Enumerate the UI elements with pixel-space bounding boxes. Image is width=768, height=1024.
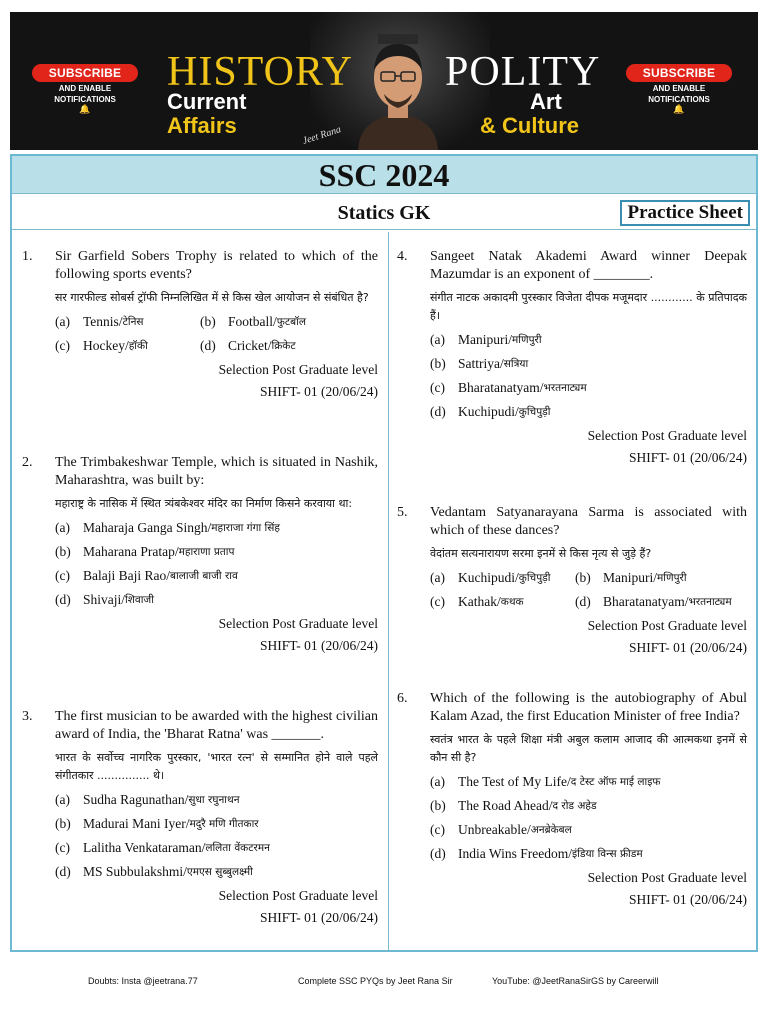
source-level: Selection Post Graduate level	[587, 870, 747, 885]
question-text-en: Sangeet Natak Akademi Award winner Deepak Mazumdar is an exponent of ________.	[430, 249, 747, 282]
source-level: Selection Post Graduate level	[218, 888, 378, 903]
column-divider	[388, 232, 389, 950]
footer-center: Complete SSC PYQs by Jeet Rana Sir	[298, 976, 453, 986]
presenter-portrait	[348, 34, 448, 150]
question-number: 2.	[22, 455, 33, 470]
header-banner	[10, 12, 758, 150]
banner-history: HISTORY	[167, 49, 353, 95]
question-text-hi: सर गारफील्ड सोबर्स ट्रॉफी निम्नलिखित में से किस खेल आयोजन से संबंधित है?	[55, 291, 369, 304]
option-c: (c) Bharatanatyam/ भरतनाट्यम	[430, 380, 587, 395]
source-shift: SHIFT- 01 (20/06/24)	[259, 384, 378, 399]
source-shift: SHIFT- 01 (20/06/24)	[628, 892, 747, 907]
source-shift: SHIFT- 01 (20/06/24)	[259, 910, 378, 925]
notify-text-left-2: NOTIFICATIONS	[54, 95, 116, 104]
question-number: 6.	[397, 691, 408, 706]
question-number: 1.	[22, 249, 33, 264]
option-b: (b) Sattriya/ सत्रिया	[430, 356, 529, 371]
subscribe-button-right[interactable]: SUBSCRIBE	[626, 64, 732, 82]
question-text-hi: वेदांतम सत्यनारायण सरमा इनमें से किस नृत्य से जुड़े हैं?	[430, 547, 652, 560]
option-a: (a) The Test of My Life/ द टेस्ट ऑफ माई लाइफ	[430, 774, 661, 789]
notify-text-right-1: AND ENABLE	[652, 84, 706, 93]
question-number: 5.	[397, 505, 408, 520]
subject-title: Statics GK	[337, 202, 431, 224]
source-level: Selection Post Graduate level	[218, 616, 378, 631]
option-d: (d) Shivaji/ शिवाजी	[55, 592, 154, 607]
subscribe-button-left[interactable]: SUBSCRIBE	[32, 64, 138, 82]
option-row: (a) Kuchipudi/ कुचिपुड़ी (b) Manipuri/ मणिपुरी	[430, 570, 687, 585]
option-b: (b) Madurai Mani Iyer/ मदुरै मणि गीतकार	[55, 816, 259, 831]
source-shift: SHIFT- 01 (20/06/24)	[628, 450, 747, 465]
question-text-en: Which of the following is the autobiography of Abul Kalam Azad, the first Education Minister of free India?	[430, 691, 747, 724]
footer-youtube: YouTube: @JeetRanaSirGS by Careerwill	[492, 976, 659, 986]
option-d: (d) MS Subbulakshmi/ एमएस सुब्बुलक्ष्मी	[55, 864, 253, 879]
question-text-hi: भारत के सर्वोच्च नागरिक पुरस्कार, 'भारत रत्न' से सम्मानित होने वाले पहले संगीतकार ............... थे।	[55, 751, 378, 782]
option-a: (a) Maharaja Ganga Singh/ महाराजा गंगा सिंह	[55, 520, 280, 535]
source-shift: SHIFT- 01 (20/06/24)	[628, 640, 747, 655]
option-d: (d) Kuchipudi/ कुचिपुड़ी	[430, 404, 551, 419]
option-b: (b) Maharana Pratap/ महाराणा प्रताप	[55, 544, 235, 559]
option-row: (a) Tennis/ टेनिस (b) Football/ फुटबॉल	[55, 314, 306, 329]
question-text-hi: स्वतंत्र भारत के पहले शिक्षा मंत्री अबुल कलाम आजाद की आत्मकथा इनमें से कौन सी है?	[430, 733, 747, 764]
title-bar	[12, 156, 756, 194]
option-c: (c) Balaji Baji Rao/ बालाजी बाजी राव	[55, 568, 238, 583]
question-number: 3.	[22, 709, 33, 724]
footer-doubts: Doubts: Insta @jeetrana.77	[88, 976, 198, 986]
option-row: (c) Hockey/ हॉकी (d) Cricket/ क्रिकेट	[55, 338, 296, 353]
practice-sheet-badge: Practice Sheet	[620, 200, 750, 226]
bell-icon: 🔔	[79, 104, 91, 114]
question-text-hi: महाराष्ट्र के नासिक में स्थित त्र्यंबकेश्वर मंदिर का निर्माण किसने करवाया था:	[55, 497, 353, 510]
source-shift: SHIFT- 01 (20/06/24)	[259, 638, 378, 653]
banner-polity: POLITY	[445, 49, 601, 95]
banner-signature: Jeet Rana	[301, 124, 343, 147]
question-text-en: The Trimbakeshwar Temple, which is situated in Nashik, Maharashtra, was built by:	[55, 455, 378, 488]
banner-art: Art	[530, 89, 562, 114]
page-title: SSC 2024	[318, 157, 450, 193]
option-a: (a) Sudha Ragunathan/ सुधा रघुनाथन	[55, 792, 240, 807]
option-d: (d) India Wins Freedom/ इंडिया विन्स फ्रीडम	[430, 846, 643, 861]
bell-icon: 🔔	[673, 104, 685, 114]
notify-text-right-2: NOTIFICATIONS	[648, 95, 710, 104]
question-text-hi: संगीत नाटक अकादमी पुरस्कार विजेता दीपक मजूमदार ............ के प्रतिपादक हैं।	[430, 291, 747, 322]
option-b: (b) The Road Ahead/ द रोड अहेड	[430, 798, 597, 813]
option-a: (a) Manipuri/ मणिपुरी	[430, 332, 542, 347]
banner-affairs: Affairs	[167, 113, 237, 138]
subject-bar	[12, 196, 756, 230]
practice-sheet	[10, 154, 758, 952]
option-c: (c) Lalitha Venkataraman/ ललिता वेंकटरमन	[55, 840, 270, 855]
notify-text-left-1: AND ENABLE	[58, 84, 112, 93]
source-level: Selection Post Graduate level	[587, 428, 747, 443]
option-c: (c) Unbreakable/ अनब्रेकेबल	[430, 822, 572, 837]
subscribe-right[interactable]	[626, 64, 732, 114]
question-number: 4.	[397, 249, 408, 264]
banner-current: Current	[167, 89, 247, 114]
question-text-en: The first musician to be awarded with the highest civilian award of India, the 'Bharat Ratna' was _______.	[55, 709, 378, 742]
source-level: Selection Post Graduate level	[587, 618, 747, 633]
source-level: Selection Post Graduate level	[218, 362, 378, 377]
question-text-en: Vedantam Satyanarayana Sarma is associated with which of these dances?	[430, 505, 747, 538]
option-row: (c) Kathak/ कथक (d) Bharatanatyam/ भरतनाट्यम	[430, 594, 732, 609]
banner-culture: & Culture	[480, 113, 579, 138]
question-text-en: Sir Garfield Sobers Trophy is related to which of the following sports events?	[55, 249, 378, 282]
subscribe-left[interactable]	[32, 64, 138, 114]
